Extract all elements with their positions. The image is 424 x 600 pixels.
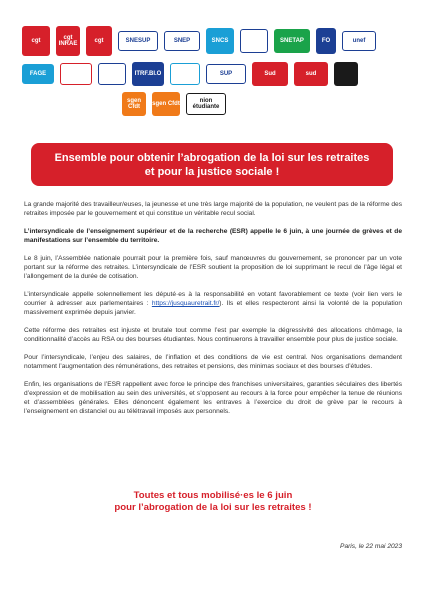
unsa-logo bbox=[170, 63, 200, 85]
paragraph-4 bbox=[24, 290, 402, 317]
closing-line1: Toutes et tous mobilisé·es le 6 juin bbox=[133, 490, 293, 501]
snep-logo: SNEP bbox=[164, 31, 200, 51]
asnd-logo bbox=[98, 63, 126, 85]
closing-call bbox=[24, 490, 402, 514]
itrf-unsa-logo: ITRF.BI.O bbox=[132, 62, 164, 86]
snprs-cgt-logo: cgt bbox=[86, 26, 112, 56]
sud-recherche-logo bbox=[60, 63, 92, 85]
document-body bbox=[24, 200, 402, 425]
solidaires-logo bbox=[334, 62, 358, 86]
fage-logo: FAGE bbox=[22, 64, 54, 84]
paragraph-6: Pour l’intersyndicale, l’enjeu des salaires, de l’inflation et des conditions de vie est central. Nos organisations demandent notamment l’augmentation des rémunérations, des retraites et pensions, des minimas sociaux et des bourses d’études. bbox=[24, 354, 402, 370]
unef-logo: unef bbox=[342, 31, 376, 51]
logo-row-3 bbox=[22, 92, 404, 116]
banner-title-line1: Ensemble pour obtenir l’abrogation de la loi sur les retraites bbox=[54, 151, 370, 164]
paragraph-3: Le 8 juin, l’Assemblée nationale pourrait pour la première fois, sauf manœuvres du gouvernement, se prononcer par un vote portant sur la réforme des retraites. L’intersyndicale de l’ESR soutient la proposition de loi supprimant le recul de l’âge légal et l’allongement de la durée de cotisation. bbox=[24, 255, 402, 280]
sgen-cfdt-recherche-logo: sgen Cfdt bbox=[152, 92, 180, 116]
paragraph-4-before: L’intersyndicale appelle solennellement les député·es à la responsabilité en votant favorablement ce texte (voir lien vers le courrier à adresser aux parlementaires : bbox=[24, 291, 402, 307]
sud-education-logo: sud bbox=[294, 62, 328, 86]
union-etudiante-logo: nion étudiante bbox=[186, 93, 226, 115]
paragraph-4-after: ). Ils et elles respecteront ainsi la volonté de la population massivement exprimée depuis janvier. bbox=[24, 300, 402, 316]
cgt-inrae-logo: cgt INRAE bbox=[56, 26, 80, 56]
fo-logo: FO bbox=[316, 28, 336, 54]
title-banner bbox=[31, 143, 393, 186]
paragraph-1: La grande majorité des travailleur/euses, la jeunesse et une très large majorité de la population, ne veulent pas de la réforme des retraites imposée par le gouvernement et qui constitue un véritable recul social. bbox=[24, 201, 402, 217]
union-logos-header bbox=[22, 26, 404, 122]
solidaires-etudiant-logo: Sud bbox=[252, 62, 288, 86]
banner-title-line2: et pour la justice sociale ! bbox=[144, 165, 280, 178]
jusquauretrait-link[interactable]: https://jusquauretrait.fr/ bbox=[151, 300, 220, 307]
date-signature: Paris, le 22 mai 2023 bbox=[340, 543, 402, 550]
sgen-cfdt-logo: sgen Cfdt bbox=[122, 92, 146, 116]
paragraph-7: Enfin, les organisations de l’ESR rappellent avec force le principe des franchises universitaires, garanties séculaires des libertés d’expression et de mobilisation au sein des universités, et s’opposent au recours à la force pour empêcher la tenue de réunions et d’assemblées générales. Elles dénoncent également les entraves à l’exercice du droit de grève par le recours à l’enseignement en distanciel ou au télétravail imposés aux personnels. bbox=[24, 381, 402, 415]
snetap-logo: SNETAP bbox=[274, 29, 310, 53]
sup-recherche-unsa-logo: SUP bbox=[206, 64, 246, 84]
fsu-logo bbox=[240, 29, 268, 53]
cgt-logo: cgt bbox=[22, 26, 50, 56]
paragraph-5: Cette réforme des retraites est injuste et brutale tout comme l’est par exemple la dégressivité des allocations chômage, la conditionnalité d’accès au RSA ou des bourses étudiantes. Nous continuerons à travailler ensemble pour plus de justice sociale. bbox=[24, 327, 402, 343]
logo-row-2 bbox=[22, 62, 404, 86]
logo-row-1 bbox=[22, 26, 404, 56]
sncs-fsu-logo: SNCS bbox=[206, 28, 234, 54]
snesup-fsu-logo: SNESUP bbox=[118, 31, 158, 51]
paragraph-call-to-strike: L’intersyndicale de l’enseignement supérieur et de la recherche (ESR) appelle le 6 juin, à une journée de grèves et de manifestations sur l’ensemble du territoire. bbox=[24, 228, 402, 244]
closing-line2: pour l’abrogation de la loi sur les retraites ! bbox=[114, 502, 312, 513]
